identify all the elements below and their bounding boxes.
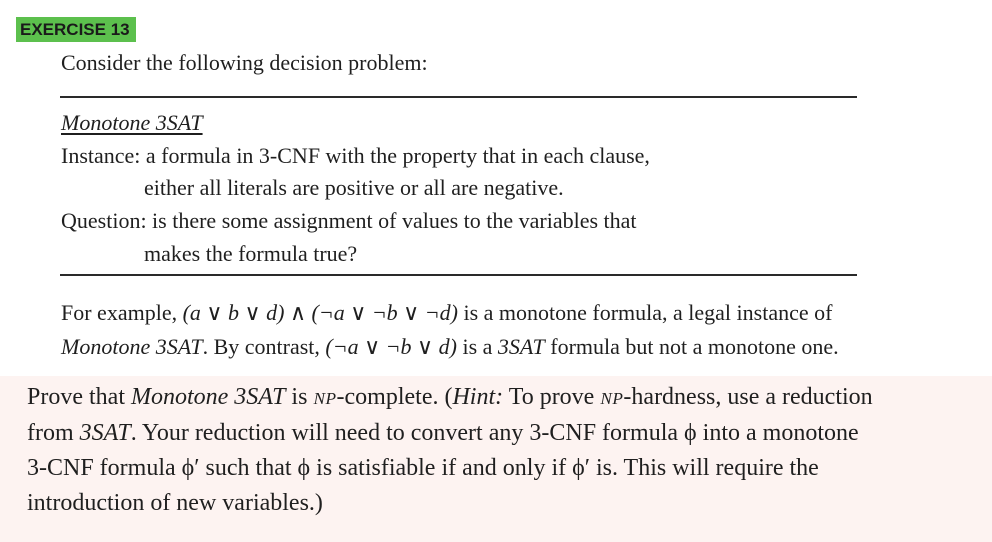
example-prefix: For example, (61, 300, 183, 325)
3sat-ref: 3SAT (497, 334, 545, 359)
prove-c: -complete. ( (336, 384, 453, 410)
hint-label: Hint: (452, 384, 504, 410)
instance-line-1: Instance: a formula in 3-CNF with the property that in each clause, (61, 143, 650, 168)
prove-p2-b: . Your reduction will need to convert any 3-CNF formula ϕ into a monotone (130, 420, 859, 446)
prove-e: -hardness, use a reduction (623, 384, 873, 410)
example-suffix: is a monotone formula, a legal instance of (457, 300, 833, 325)
question-line-2: makes the formula true? (144, 241, 358, 266)
contrast-text: . By contrast, (202, 334, 326, 359)
nonmonotone-formula: (¬a ∨ ¬b ∨ d) (325, 334, 457, 359)
problem-name-ref: Monotone 3SAT (61, 334, 203, 359)
prove-d: To prove (503, 384, 601, 410)
prove-problem-name: Monotone 3SAT (130, 384, 286, 410)
top-rule (60, 96, 857, 98)
example-line2-suffix: formula but not a monotone one. (544, 334, 839, 359)
example-line-2 (61, 334, 839, 360)
example-line-1 (61, 300, 832, 326)
intro-text: Consider the following decision problem: (61, 50, 428, 75)
prove-b: is (285, 384, 314, 410)
prove-a: Prove that (27, 384, 131, 410)
np-label: NP (313, 389, 337, 408)
is-a-text: is a (456, 334, 498, 359)
exercise-badge: EXERCISE 13 (16, 17, 136, 42)
question-line-1: Question: is there some assignment of values to the variables that (61, 208, 637, 233)
np-label-2: NP (600, 389, 624, 408)
prove-line-3: 3-CNF formula ϕ′ such that ϕ is satisfiable if and only if ϕ′ is. This will require the (27, 455, 819, 481)
prove-line-1 (27, 384, 873, 411)
prove-line-2 (27, 420, 859, 447)
problem-title: Monotone 3SAT (61, 110, 203, 135)
prove-p2-a: from (27, 420, 80, 446)
prove-line-4: introduction of new variables.) (27, 490, 323, 516)
monotone-formula: (a ∨ b ∨ d) ∧ (¬a ∨ ¬b ∨ ¬d) (182, 300, 458, 325)
instance-line-2: either all literals are positive or all are negative. (144, 175, 564, 200)
bottom-rule (60, 274, 857, 276)
prove-3sat-ref: 3SAT (79, 420, 131, 446)
